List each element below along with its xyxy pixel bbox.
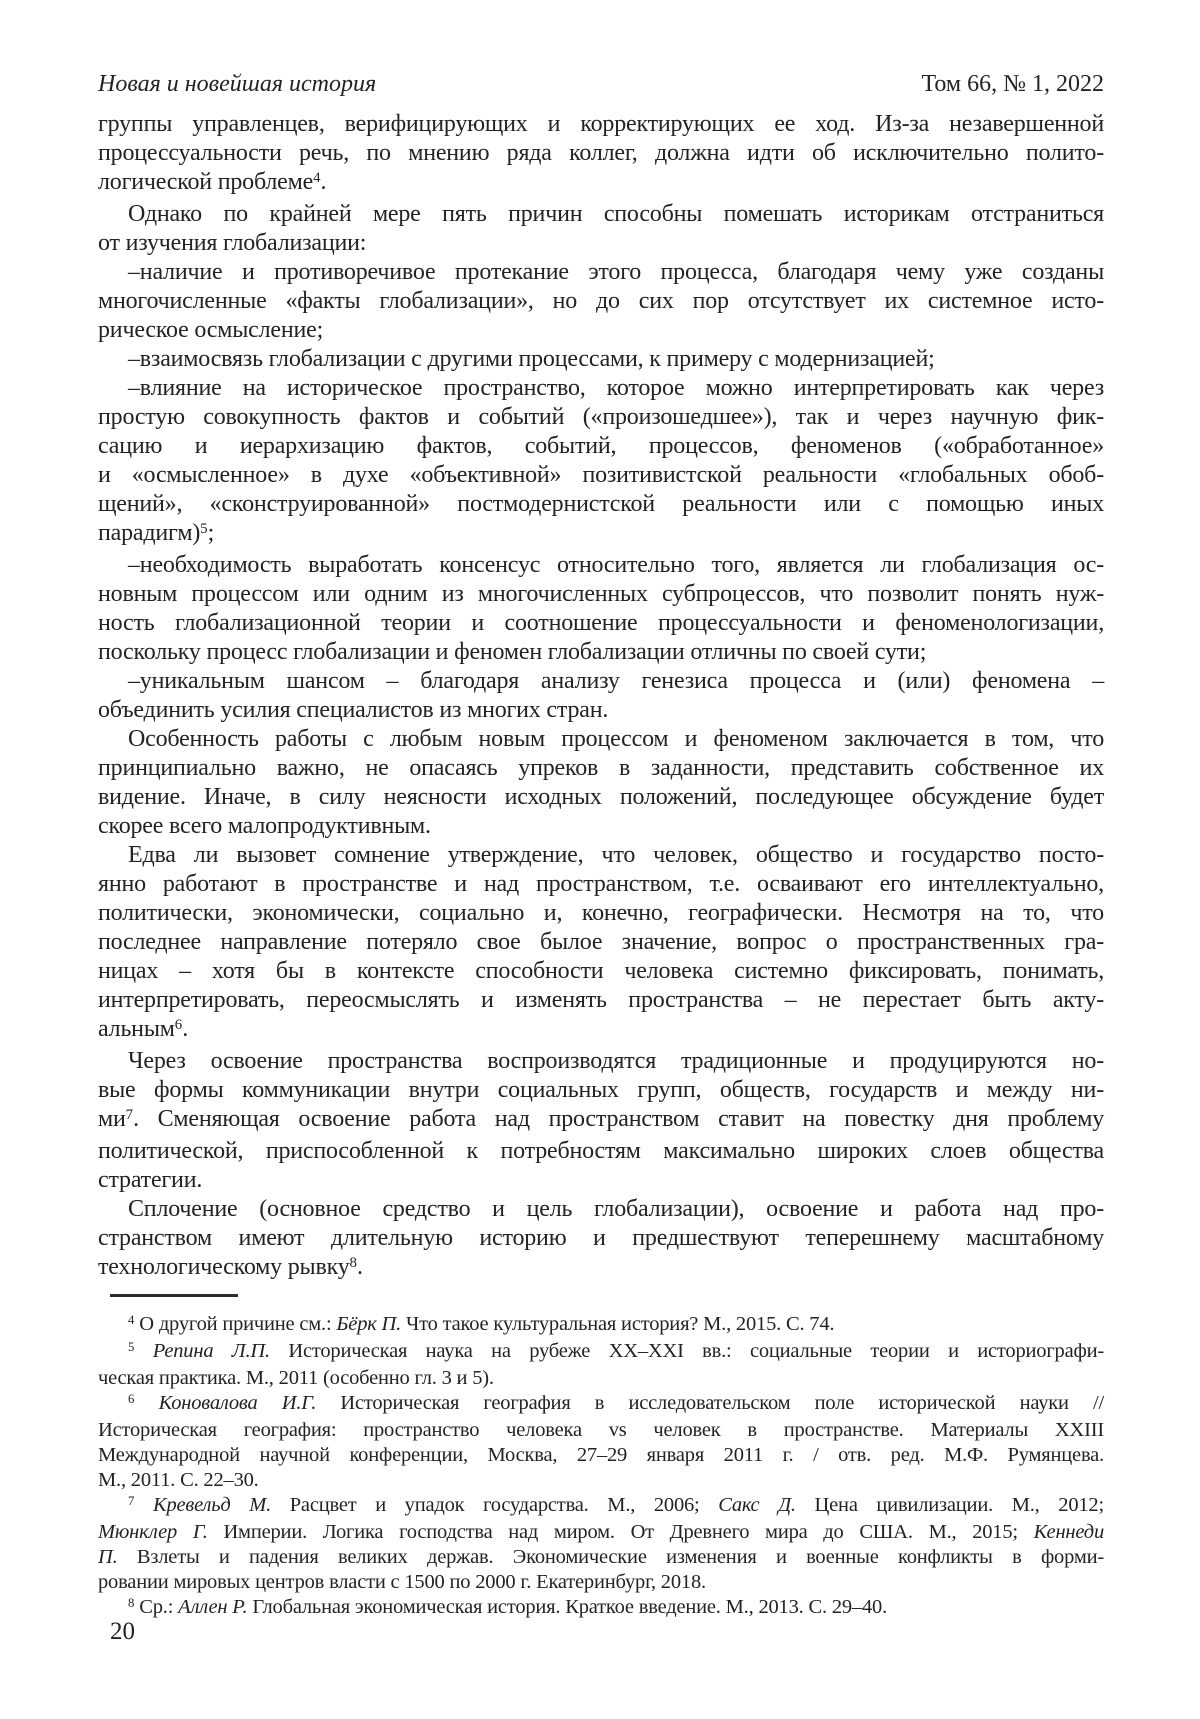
paragraph [98,667,1104,725]
text-segment: ность глобализационной теории и соотношение процессуальности и феноменологизации, [98,610,1104,636]
text-segment: ; [207,520,215,546]
text-segment: Что такое культуральная история? М., 2015. С. 74. [401,1313,835,1335]
footnote [98,1391,1104,1493]
text-line [98,725,1104,754]
text-line [98,812,1104,841]
text-segment: и «осмысленное» в духе «объективной» позитивистской реальности «глобальных обоб- [98,462,1104,488]
text-line [98,110,1104,139]
text-segment: скорее всего малопродуктивным. [98,813,431,839]
text-line [98,490,1104,519]
text-segment: –наличие и противоречивое протекание этого процесса, благодаря чему уже созданы [128,259,1104,285]
paragraph [98,551,1104,667]
text-line [98,551,1104,580]
text-segment: интерпретировать, переосмыслять и изменять пространства – не перестает быть акту- [98,987,1104,1013]
text-segment: Глобальная экономическая история. Краткое введение. М., 2013. С. 29–40. [247,1596,887,1618]
text-segment: –необходимость выработать консенсус относительно того, является ли глобализация ос- [128,552,1104,578]
text-segment: Взлеты и падения великих держав. Экономические изменения и военные конфликты в форми- [117,1546,1104,1568]
text-segment: парадигм) [98,520,201,546]
italic-text: П. [98,1546,118,1568]
text-line [98,168,1104,200]
text-line [98,432,1104,461]
text-segment: Через освоение пространства воспроизводятся традиционные и продуцируются но- [128,1048,1104,1074]
text-segment: янно работают в пространстве и над пространством, т.е. осваивают его интеллектуально, [98,871,1104,897]
text-line [98,899,1104,928]
text-line [98,928,1104,957]
text-line [98,783,1104,812]
text-segment: рическое осмысление; [98,317,324,343]
text-segment: Однако по крайней мере пять причин способны помешать историкам отстраниться [128,201,1104,227]
footnote [98,1339,1104,1391]
italic-text: Кревельд М. [153,1494,272,1516]
text-line [98,1366,1104,1391]
text-line [98,1520,1104,1545]
text-segment: видение. Иначе, в силу неясности исходных положений, последующее обсуждение будет [98,784,1104,810]
text-line [98,258,1104,287]
text-line [98,1493,1104,1520]
text-segment: . [320,169,327,195]
text-segment: стратегии. [98,1167,203,1193]
page-number: 20 [110,1618,135,1645]
paragraph [98,1047,1104,1195]
text-segment: группы управленцев, верифицирующих и корректирующих ее ход. Из-за незавершенной [98,111,1104,137]
paragraph [98,374,1104,551]
footnote [98,1312,1104,1339]
text-segment: от изучения глобализации: [98,230,367,256]
text-line [98,841,1104,870]
text-line [98,1253,1104,1285]
text-line [98,870,1104,899]
text-segment: объединить усилия специалистов из многих стран. [98,697,609,723]
text-segment: Империи. Логика господства над миром. От Древнего мира до США. М., 2015; [207,1521,1034,1543]
text-line [98,580,1104,609]
paragraph [98,258,1104,345]
text-segment: сацию и иерархизацию фактов, событий, процессов, феноменов («обработанное» [98,433,1104,459]
superscript-ref: 8 [349,1255,357,1272]
text-segment: –уникальным шансом – благодаря анализу генезиса процесса и (или) феномена – [128,668,1104,694]
text-segment: . Сменяющая освоение работа над пространством ставит на повестку дня проблему [133,1106,1104,1132]
text-line [98,200,1104,229]
article-body [98,110,1104,1285]
text-line [98,461,1104,490]
paragraph [98,200,1104,258]
text-segment: ровании мировых центров власти с 1500 по 2000 г. Екатеринбург, 2018. [98,1571,706,1593]
text-segment: альным [98,1016,175,1042]
italic-text: Коновалова И.Г. [158,1392,317,1414]
text-segment [134,1392,158,1414]
text-line [98,374,1104,403]
footnote-separator [110,1294,238,1297]
paragraph [98,1195,1104,1285]
paragraph [98,110,1104,200]
superscript-ref: 7 [128,1494,135,1509]
text-line [98,696,1104,725]
text-segment: Историческая география в исследовательском поле исторической науки // [316,1392,1104,1414]
text-line [98,1545,1104,1570]
paragraph [98,841,1104,1047]
text-line [98,1047,1104,1076]
text-line [98,1595,1104,1622]
text-segment: странством имеют длительную историю и предшествуют теперешнему масштабному [98,1225,1104,1251]
text-segment: ницах – хотя бы в контексте способности человека системно фиксировать, понимать, [98,958,1104,984]
text-segment: политической, приспособленной к потребностям максимально широких слоев общества [98,1138,1104,1164]
text-line [98,957,1104,986]
text-segment: простую совокупность фактов и событий («произошедшее»), так и через научную фик- [98,404,1104,430]
superscript-ref: 6 [128,1392,135,1407]
text-segment: Цена цивилизации. М., 2012; [795,1494,1104,1516]
text-line [98,1195,1104,1224]
text-line [98,316,1104,345]
text-line [98,609,1104,638]
text-segment: технологическому рывку [98,1254,350,1280]
text-segment: поскольку процесс глобализации и феномен глобализации отличны по своей сути; [98,639,927,665]
italic-text: Мюнклер Г. [98,1521,208,1543]
text-segment: . [182,1016,188,1042]
text-line [98,1443,1104,1468]
text-segment: ческая практика. М., 2011 (особенно гл. 3 и 5). [98,1367,494,1389]
paragraph [98,725,1104,841]
text-line [98,1224,1104,1253]
text-line [98,1076,1104,1105]
text-line [98,229,1104,258]
text-segment: логической проблеме [98,169,314,195]
text-line [98,345,1104,374]
text-segment: вые формы коммуникации внутри социальных групп, обществ, государств и между ни- [98,1077,1104,1103]
text-segment: Историческая наука на рубеже XX–XXI вв.: социальные теории и историографи- [269,1340,1104,1362]
text-line [98,1015,1104,1047]
footnote [98,1595,1104,1622]
text-line [98,638,1104,667]
text-line [98,754,1104,783]
superscript-ref: 4 [128,1313,135,1328]
text-line [98,1391,1104,1418]
text-segment: Расцвет и упадок государства. М., 2006; [271,1494,719,1516]
superscript-ref: 7 [125,1107,134,1124]
italic-text: Аллен Р. [178,1596,248,1618]
text-line [98,1418,1104,1443]
text-segment: М., 2011. С. 22–30. [98,1469,259,1491]
text-line [98,1312,1104,1339]
text-segment: новным процессом или одним из многочисленных субпроцессов, что позволит понять нуж- [98,581,1104,607]
text-segment: ми [98,1106,126,1132]
page-header [98,70,1104,98]
superscript-ref: 8 [128,1596,135,1611]
journal-title: Новая и новейшая история [98,71,377,97]
italic-text: Кеннеди [1033,1521,1104,1543]
text-segment: Историческая география: пространство человека vs человек в пространстве. Материалы XXIII [98,1419,1104,1441]
text-segment: . [356,1254,363,1280]
footnote [98,1493,1104,1595]
superscript-ref: 5 [128,1340,135,1355]
text-segment: политически, экономически, социально и, конечно, географически. Несмотря на то, что [98,900,1104,926]
text-line [98,1166,1104,1195]
text-segment: последнее направление потеряло свое былое значение, вопрос о пространственных гра- [98,929,1104,955]
text-line [98,986,1104,1015]
text-line [98,667,1104,696]
text-line [98,1137,1104,1166]
text-line [98,1468,1104,1493]
italic-text: Бёрк П. [336,1313,402,1335]
text-line [98,519,1104,551]
issue-info: Том 66, № 1, 2022 [921,71,1104,97]
text-segment: О другой причине см.: [134,1313,337,1335]
text-segment: щений», «сконструированной» постмодернистской реальности или с помощью иных [98,491,1104,517]
text-segment [134,1340,152,1362]
text-segment: принципиально важно, не опасаясь упреков в заданности, представить собственное их [98,755,1104,781]
text-line [98,1570,1104,1595]
text-line [98,1339,1104,1366]
text-line [98,403,1104,432]
superscript-ref: 5 [200,521,208,538]
footnotes [98,1312,1104,1622]
paragraph [98,345,1104,374]
text-segment: многочисленные «факты глобализации», но до сих пор отсутствует их системное исто- [98,288,1104,314]
text-line [98,287,1104,316]
text-segment: процессуальности речь, по мнению ряда коллег, должна идти об исключительно полито- [98,140,1104,166]
text-line [98,139,1104,168]
text-segment: Едва ли вызовет сомнение утверждение, что человек, общество и государство посто- [128,842,1104,868]
text-segment: Международной научной конференции, Москва, 27–29 января 2011 г. / отв. ред. М.Ф. Румянцева. [98,1444,1104,1466]
text-segment: Особенность работы с любым новым процессом и феноменом заключается в том, что [128,726,1104,752]
superscript-ref: 6 [174,1017,183,1034]
text-segment: Сплочение (основное средство и цель глобализации), освоение и работа над про- [128,1196,1104,1222]
italic-text: Сакс Д. [718,1494,796,1516]
superscript-ref: 4 [313,170,321,187]
text-segment [134,1494,153,1516]
italic-text: Репина Л.П. [152,1340,270,1362]
text-segment: –влияние на историческое пространство, которое можно интерпретировать как через [128,375,1104,401]
text-line [98,1105,1104,1137]
text-segment: –взаимосвязь глобализации с другими процессами, к примеру с модернизацией; [128,346,935,372]
text-segment: Ср.: [134,1596,179,1618]
